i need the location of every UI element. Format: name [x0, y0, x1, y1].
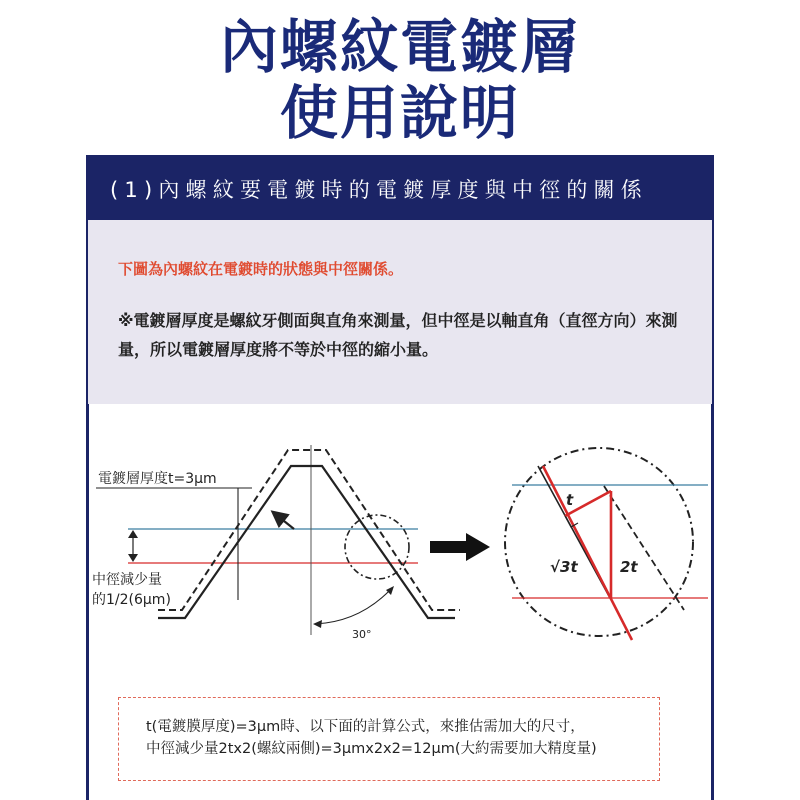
dimension-arrow-down: [128, 554, 138, 562]
label-t: t: [566, 491, 574, 509]
detail-circle-small: [345, 515, 409, 579]
page-title: 內螺紋電鍍層: [219, 13, 580, 81]
magnify-arrow: [430, 533, 490, 561]
info-intro: 下圖為內螺紋在電鍍時的狀態與中徑關係。: [118, 260, 404, 278]
label-sqrt3t: √3t: [550, 558, 578, 576]
thread-diagram: [88, 404, 712, 694]
page-subtitle: 使用說明: [279, 79, 520, 147]
section-header: (1)內螺紋要電鍍時的電鍍厚度與中徑的關係: [110, 178, 648, 202]
triangle-hyp: [543, 466, 632, 640]
angle-arrow-left: [313, 620, 322, 628]
detail-circle-large: [505, 448, 693, 636]
label-reduction-1: 中徑減少量: [92, 572, 162, 588]
angle-arc: [315, 588, 392, 624]
plating-arrow: [274, 513, 294, 529]
label-2t: 2t: [620, 558, 638, 576]
formula-line-2: 中徑減少量2tx2(螺紋兩側)=3μmx2x2=12μm(大約需要加大精度量): [146, 741, 597, 757]
angle-arrow-right: [386, 586, 394, 595]
dimension-arrow-up: [128, 530, 138, 538]
formula-line-1: t(電鍍膜厚度)=3μm時、以下面的計算公式，來推估需加大的尺寸，: [146, 719, 585, 735]
label-thickness: 電鍍層厚度t=3μm: [98, 471, 217, 487]
title-block: [0, 14, 800, 146]
label-angle: 30°: [352, 628, 372, 641]
detail-plated-flank: [604, 486, 684, 610]
label-reduction-2: 的1/2(6μm): [92, 592, 171, 608]
thread-profile: [158, 466, 455, 618]
info-note: ※電鍍層厚度是螺紋牙側面與直角來測量，但中徑是以軸直角（直徑方向）來測量，所以電鍍層厚度將不等於中徑的縮小量。: [118, 311, 678, 359]
